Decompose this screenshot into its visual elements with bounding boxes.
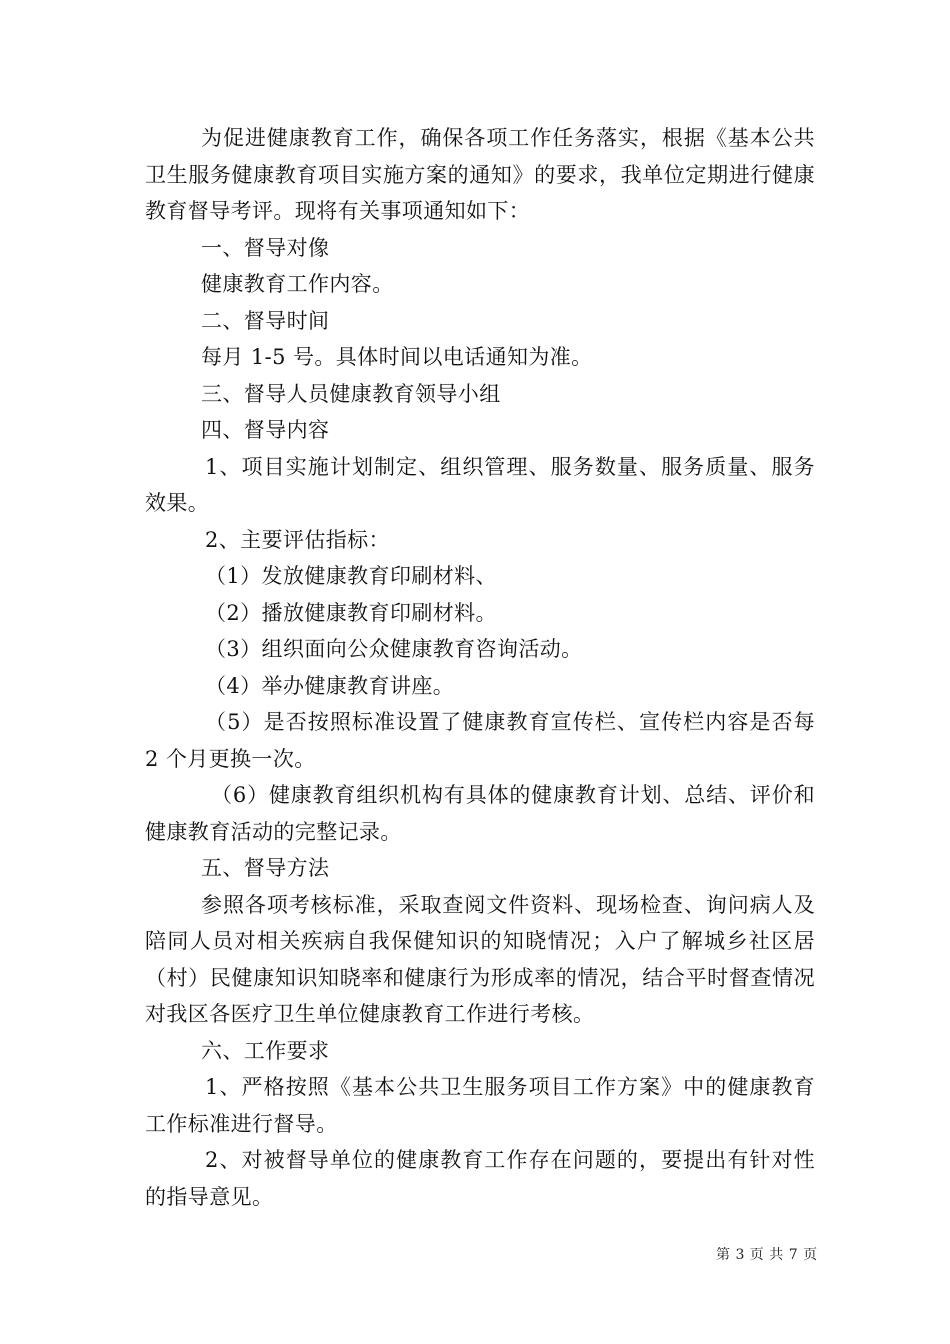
section-heading-3: 三、督导人员健康教育领导小组 — [201, 381, 501, 406]
sub-list-item: （4）举办健康教育讲座。 — [205, 673, 455, 698]
sub-list-item: （6）健康教育组织机构有具体的健康教育计划、总结、评价和健康教育活动的完整记录。 — [145, 783, 815, 844]
paragraph: 参照各项考核标准，采取查阅文件资料、现场检查、询问病人及陪同人员对相关疾病自我保健知识的知晓情况；入户了解城乡社区居（村）民健康知识知晓率和健康行为形成率的情况，结合平时督查情况对我区各医疗卫生单位健康教育工作进行考核。 — [145, 892, 815, 1026]
section-heading-4: 四、督导内容 — [201, 418, 330, 442]
paragraph: 每月 1-5 号。具体时间以电话通知为准。 — [201, 345, 593, 369]
document-body — [145, 120, 815, 1215]
sub-list-item: （5）是否按照标准设置了健康教育宣传栏、宣传栏内容是否每 2 个月更换一次。 — [145, 710, 815, 771]
section-heading-1: 一、督导对像 — [201, 235, 330, 260]
section-heading-5: 五、督导方法 — [201, 856, 330, 880]
list-item: 2、主要评估指标： — [205, 527, 390, 552]
sub-list-item: （2）播放健康教育印刷材料。 — [205, 600, 497, 625]
intro-paragraph: 为促进健康教育工作，确保各项工作任务落实，根据《基本公共卫生服务健康教育项目实施方案的通知》的要求，我单位定期进行健康教育督导考评。现将有关事项通知如下： — [145, 126, 815, 223]
list-item: 1、严格按照《基本公共卫生服务项目工作方案》中的健康教育工作标准进行督导。 — [145, 1075, 815, 1136]
sub-list-item: （1）发放健康教育印刷材料、 — [205, 564, 497, 588]
section-heading-6: 六、工作要求 — [201, 1038, 330, 1063]
list-item: 1、项目实施计划制定、组织管理、服务数量、服务质量、服务效果。 — [145, 454, 815, 515]
list-item: 2、对被督导单位的健康教育工作存在问题的，要提出有针对性的指导意见。 — [145, 1148, 815, 1209]
page-number: 第 3 页 共 7 页 — [716, 1247, 818, 1263]
paragraph: 健康教育工作内容。 — [201, 272, 394, 296]
sub-list-item: （3）组织面向公众健康教育咨询活动。 — [205, 637, 583, 661]
section-heading-2: 二、督导时间 — [201, 308, 330, 333]
